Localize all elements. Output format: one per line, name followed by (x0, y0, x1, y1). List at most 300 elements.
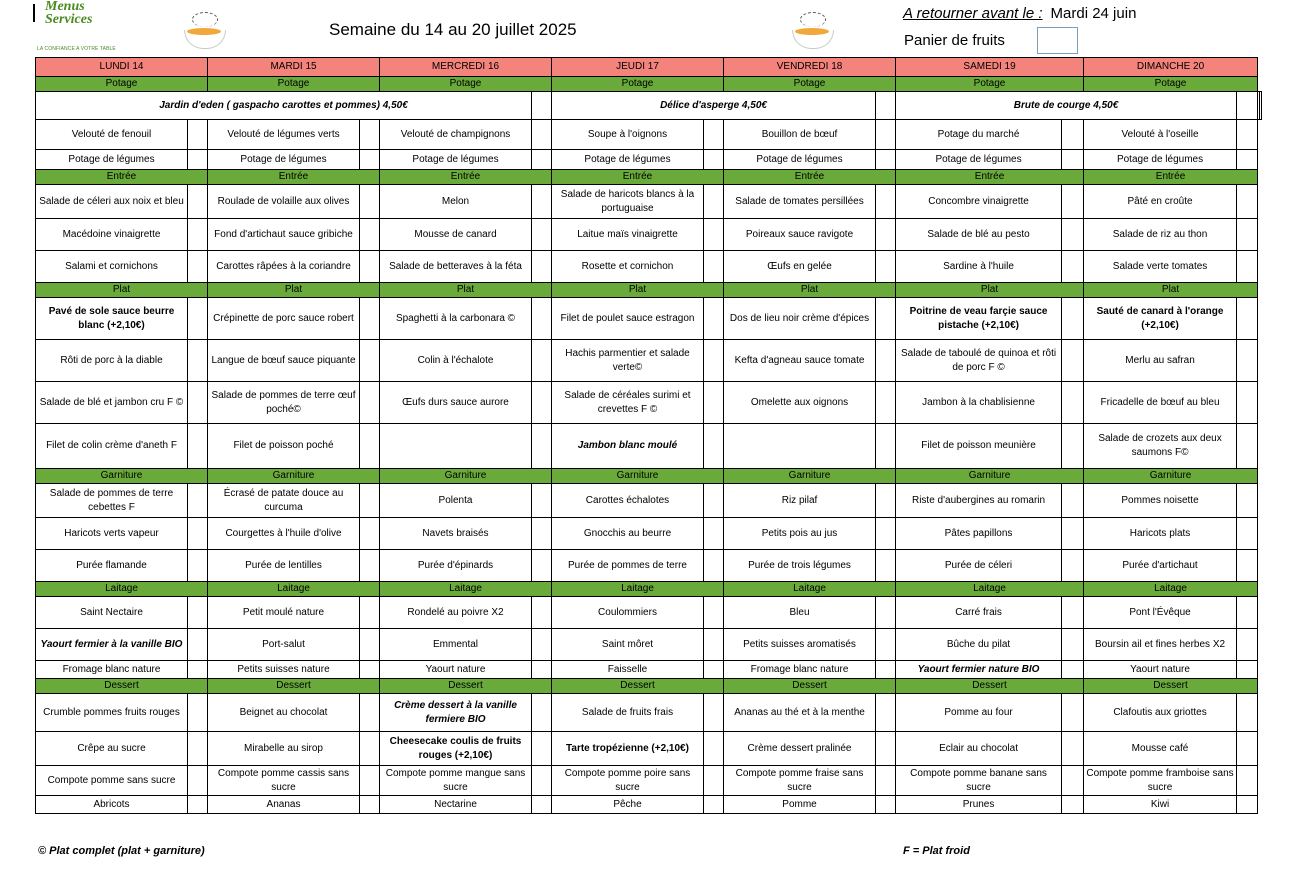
order-quantity-box[interactable] (1062, 732, 1084, 766)
menu-row (36, 661, 1262, 679)
dish-cell: Salade de blé et jambon cru F © (36, 382, 188, 424)
order-quantity-box[interactable] (704, 796, 724, 814)
menu-row (36, 424, 1262, 469)
order-quantity-box[interactable] (188, 518, 208, 550)
order-quantity-box[interactable] (532, 766, 552, 796)
order-quantity-box[interactable] (360, 597, 380, 629)
menu-row (36, 518, 1262, 550)
special-soup-wed-thu: Délice d'asperge 4,50€ (552, 92, 876, 120)
dish-cell: Boursin ail et fines herbes X2 (1084, 629, 1237, 661)
section-label-laitage: Laitage (380, 582, 552, 597)
dish-cell: Purée de pommes de terre (552, 550, 704, 582)
specials-row (36, 92, 1262, 120)
dish-cell: Jambon blanc moulé (552, 424, 704, 469)
order-quantity-box[interactable] (1062, 424, 1084, 469)
dish-cell: Compote pomme mangue sans sucre (380, 766, 532, 796)
order-quantity-box[interactable] (1237, 340, 1258, 382)
dish-cell: Écrasé de patate douce au curcuma (208, 484, 360, 518)
dish-cell: Carré frais (896, 597, 1062, 629)
dish-cell: Beignet au chocolat (208, 694, 360, 732)
section-header-row (36, 170, 1262, 185)
menu-row (36, 732, 1262, 766)
dish-cell: Pêche (552, 796, 704, 814)
dish-cell: Pomme (724, 796, 876, 814)
section-label-entree: Entrée (896, 170, 1084, 185)
logo-line-1: Menus (45, 0, 85, 14)
dish-cell: Emmental (380, 629, 532, 661)
dish-cell: Compote pomme sans sucre (36, 766, 188, 796)
dish-cell: Potage de légumes (36, 150, 188, 170)
dish-cell: Nectarine (380, 796, 532, 814)
order-quantity-box[interactable] (704, 185, 724, 219)
order-quantity-box[interactable] (704, 550, 724, 582)
order-quantity-box[interactable] (1237, 661, 1258, 679)
order-quantity-box[interactable] (876, 298, 896, 340)
section-label-garniture: Garniture (36, 469, 208, 484)
order-quantity-box[interactable] (532, 382, 552, 424)
order-quantity-box[interactable] (1062, 219, 1084, 251)
order-quantity-box[interactable] (188, 796, 208, 814)
dish-cell: Coulommiers (552, 597, 704, 629)
dish-cell: Haricots verts vapeur (36, 518, 188, 550)
order-quantity-box[interactable] (704, 766, 724, 796)
dish-cell: Riste d'aubergines au romarin (896, 484, 1062, 518)
order-quantity-box[interactable] (704, 150, 724, 170)
dish-cell: Purée d'artichaut (1084, 550, 1237, 582)
order-quantity-box[interactable] (1062, 340, 1084, 382)
order-quantity-box[interactable] (876, 382, 896, 424)
order-quantity-box[interactable] (876, 796, 896, 814)
dish-cell: Salade de taboulé de quinoa et rôti de porc F © (896, 340, 1062, 382)
dish-cell: Pâtes papillons (896, 518, 1062, 550)
dish-cell: Pont l'Évêque (1084, 597, 1237, 629)
order-quantity-box[interactable] (876, 484, 896, 518)
section-label-dessert: Dessert (896, 679, 1084, 694)
dish-cell: Petits pois au jus (724, 518, 876, 550)
order-quantity-box[interactable] (532, 796, 552, 814)
order-quantity-box[interactable] (1062, 150, 1084, 170)
dish-cell: Crépinette de porc sauce robert (208, 298, 360, 340)
order-quantity-box[interactable] (188, 382, 208, 424)
order-quantity-box[interactable] (532, 92, 552, 120)
order-quantity-box[interactable] (876, 597, 896, 629)
order-quantity-box[interactable] (1062, 185, 1084, 219)
order-quantity-box[interactable] (704, 518, 724, 550)
section-label-laitage: Laitage (208, 582, 380, 597)
order-quantity-box[interactable] (1062, 251, 1084, 283)
section-label-laitage: Laitage (724, 582, 896, 597)
order-quantity-box[interactable] (532, 518, 552, 550)
order-quantity-box[interactable] (360, 766, 380, 796)
section-label-plat: Plat (208, 283, 380, 298)
dish-cell: Fromage blanc nature (36, 661, 188, 679)
order-quantity-box[interactable] (1237, 185, 1258, 219)
order-quantity-box[interactable] (188, 424, 208, 469)
order-quantity-box[interactable] (360, 298, 380, 340)
order-quantity-box[interactable] (532, 424, 552, 469)
order-quantity-box[interactable] (360, 120, 380, 150)
dish-cell: Pomme au four (896, 694, 1062, 732)
order-quantity-box[interactable] (1237, 597, 1258, 629)
section-label-garniture: Garniture (896, 469, 1084, 484)
dish-cell: Fond d'artichaut sauce gribiche (208, 219, 360, 251)
order-quantity-box[interactable] (1237, 629, 1258, 661)
dish-cell: Fricadelle de bœuf au bleu (1084, 382, 1237, 424)
order-quantity-box[interactable] (876, 219, 896, 251)
order-quantity-box[interactable] (876, 732, 896, 766)
section-label-plat: Plat (552, 283, 724, 298)
order-quantity-box[interactable] (360, 251, 380, 283)
order-quantity-box[interactable] (876, 766, 896, 796)
order-quantity-box[interactable] (532, 694, 552, 732)
menu-row (36, 550, 1262, 582)
order-quantity-box[interactable] (1237, 219, 1258, 251)
dish-cell: Salade de céleri aux noix et bleu (36, 185, 188, 219)
section-label-potage: Potage (724, 77, 896, 92)
dish-cell: Tarte tropézienne (+2,10€) (552, 732, 704, 766)
dish-cell: Kiwi (1084, 796, 1237, 814)
dish-cell: Yaourt nature (1084, 661, 1237, 679)
logo-line-2: Services (45, 12, 93, 27)
order-quantity-box[interactable] (360, 661, 380, 679)
menu-row (36, 120, 1262, 150)
dish-cell: Velouté à l'oseille (1084, 120, 1237, 150)
order-quantity-box[interactable] (704, 120, 724, 150)
dish-cell: Rosette et cornichon (552, 251, 704, 283)
dish-cell: Melon (380, 185, 532, 219)
dish-cell: Crêpe au sucre (36, 732, 188, 766)
dish-cell: Velouté de légumes verts (208, 120, 360, 150)
dish-cell: Mousse de canard (380, 219, 532, 251)
menu-row (36, 484, 1262, 518)
section-label-garniture: Garniture (1084, 469, 1258, 484)
order-quantity-box[interactable] (1062, 766, 1084, 796)
order-quantity-box[interactable] (1237, 796, 1258, 814)
order-quantity-box[interactable] (360, 550, 380, 582)
dish-cell: Langue de bœuf sauce piquante (208, 340, 360, 382)
day-header-row (36, 58, 1262, 77)
section-label-plat: Plat (36, 283, 208, 298)
section-label-dessert: Dessert (724, 679, 896, 694)
dish-cell: Laitue maïs vinaigrette (552, 219, 704, 251)
menu-row (36, 382, 1262, 424)
order-quantity-box[interactable] (532, 120, 552, 150)
dish-cell: Ananas (208, 796, 360, 814)
order-quantity-box[interactable] (876, 251, 896, 283)
order-quantity-box[interactable] (1062, 597, 1084, 629)
order-quantity-box[interactable] (188, 732, 208, 766)
menus-services-logo (37, 0, 116, 55)
dish-cell: Œufs durs sauce aurore (380, 382, 532, 424)
order-quantity-box[interactable] (704, 484, 724, 518)
page-title: Semaine du 14 au 20 juillet 2025 (329, 20, 577, 39)
dish-cell: Carottes râpées à la coriandre (208, 251, 360, 283)
dish-cell (724, 424, 876, 469)
special-soup-fri-sat: Brute de courge 4,50€ (896, 92, 1237, 120)
dish-cell: Dos de lieu noir crème d'épices (724, 298, 876, 340)
order-quantity-box[interactable] (704, 382, 724, 424)
dish-cell: Purée d'épinards (380, 550, 532, 582)
dish-cell: Omelette aux oignons (724, 382, 876, 424)
order-quantity-box[interactable] (1062, 518, 1084, 550)
order-quantity-box[interactable] (1237, 92, 1258, 120)
return-deadline (903, 5, 1136, 22)
order-quantity-box[interactable] (532, 150, 552, 170)
section-label-garniture: Garniture (552, 469, 724, 484)
order-quantity-box[interactable] (1062, 694, 1084, 732)
section-header-row (36, 469, 1262, 484)
order-quantity-box[interactable] (532, 340, 552, 382)
order-quantity-box[interactable] (1237, 298, 1258, 340)
order-quantity-box[interactable] (360, 424, 380, 469)
order-quantity-box[interactable] (1062, 484, 1084, 518)
order-quantity-box[interactable] (188, 150, 208, 170)
menu-row (36, 185, 1262, 219)
section-label-potage: Potage (552, 77, 724, 92)
section-label-dessert: Dessert (36, 679, 208, 694)
dish-cell: Cheesecake coulis de fruits rouges (+2,10€) (380, 732, 532, 766)
order-quantity-box[interactable] (1062, 120, 1084, 150)
dish-cell: Merlu au safran (1084, 340, 1237, 382)
order-quantity-box[interactable] (704, 661, 724, 679)
order-quantity-box[interactable] (1237, 150, 1258, 170)
menu-row (36, 219, 1262, 251)
order-quantity-box[interactable] (1062, 661, 1084, 679)
day-header: DIMANCHE 20 (1084, 58, 1258, 77)
section-label-dessert: Dessert (380, 679, 552, 694)
order-quantity-box[interactable] (188, 766, 208, 796)
dish-cell: Salade de fruits frais (552, 694, 704, 732)
order-quantity-box[interactable] (876, 629, 896, 661)
order-quantity-box[interactable] (188, 185, 208, 219)
order-quantity-box[interactable] (1062, 382, 1084, 424)
order-quantity-box[interactable] (360, 484, 380, 518)
dish-cell: Ananas au thé et à la menthe (724, 694, 876, 732)
day-header: VENDREDI 18 (724, 58, 896, 77)
dish-cell: Faisselle (552, 661, 704, 679)
order-quantity-box[interactable] (188, 251, 208, 283)
order-quantity-box[interactable] (1062, 796, 1084, 814)
order-quantity-box[interactable] (360, 219, 380, 251)
order-quantity-box[interactable] (1237, 120, 1258, 150)
order-quantity-box[interactable] (1237, 550, 1258, 582)
order-quantity-box[interactable] (188, 120, 208, 150)
menu-row (36, 150, 1262, 170)
order-quantity-box[interactable] (188, 219, 208, 251)
dish-cell: Mousse café (1084, 732, 1237, 766)
order-quantity-box[interactable] (704, 424, 724, 469)
order-quantity-box[interactable] (1237, 251, 1258, 283)
dish-cell: Petit moulé nature (208, 597, 360, 629)
order-quantity-box[interactable] (1237, 484, 1258, 518)
order-quantity-box[interactable] (360, 150, 380, 170)
logo-bar (33, 4, 35, 22)
order-quantity-box[interactable] (360, 629, 380, 661)
section-label-garniture: Garniture (380, 469, 552, 484)
return-label: A retourner avant le : (903, 5, 1043, 22)
dish-cell: Salade de betteraves à la féta (380, 251, 532, 283)
dish-cell: Salade verte tomates (1084, 251, 1237, 283)
order-quantity-box[interactable] (876, 550, 896, 582)
dish-cell: Kefta d'agneau sauce tomate (724, 340, 876, 382)
order-quantity-box[interactable] (876, 694, 896, 732)
order-quantity-box[interactable] (1237, 766, 1258, 796)
section-label-garniture: Garniture (208, 469, 380, 484)
section-label-entree: Entrée (208, 170, 380, 185)
order-quantity-box[interactable] (1237, 382, 1258, 424)
dish-cell: Colin à l'échalote (380, 340, 532, 382)
order-quantity-box[interactable] (360, 518, 380, 550)
order-quantity-box[interactable] (188, 694, 208, 732)
dish-cell: Potage de légumes (1084, 150, 1237, 170)
order-quantity-box[interactable] (188, 597, 208, 629)
day-header: LUNDI 14 (36, 58, 208, 77)
order-quantity-box[interactable] (532, 661, 552, 679)
dish-cell: Poitrine de veau farçie sauce pistache (+2,10€) (896, 298, 1062, 340)
dish-cell: Salade de haricots blancs à la portuguaise (552, 185, 704, 219)
dish-cell: Courgettes à l'huile d'olive (208, 518, 360, 550)
order-quantity-box[interactable] (360, 796, 380, 814)
dish-cell: Rôti de porc à la diable (36, 340, 188, 382)
section-label-plat: Plat (1084, 283, 1258, 298)
dish-cell: Polenta (380, 484, 532, 518)
fruit-basket-label: Panier de fruits (904, 32, 1005, 49)
logo-text (45, 0, 92, 26)
order-quantity-box[interactable] (1237, 518, 1258, 550)
dish-cell: Mirabelle au sirop (208, 732, 360, 766)
order-quantity-box[interactable] (1062, 298, 1084, 340)
menu-row (36, 340, 1262, 382)
section-label-potage: Potage (36, 77, 208, 92)
dish-cell: Œufs en gelée (724, 251, 876, 283)
dish-cell: Pommes noisette (1084, 484, 1237, 518)
order-quantity-box[interactable] (876, 120, 896, 150)
dish-cell: Salade de riz au thon (1084, 219, 1237, 251)
menu-row (36, 597, 1262, 629)
order-quantity-box[interactable] (876, 661, 896, 679)
order-quantity-box[interactable] (704, 251, 724, 283)
order-quantity-box[interactable] (1062, 550, 1084, 582)
order-quantity-box[interactable] (188, 629, 208, 661)
order-quantity-box[interactable] (704, 732, 724, 766)
order-quantity-box[interactable] (532, 732, 552, 766)
dish-cell: Compote pomme poire sans sucre (552, 766, 704, 796)
order-quantity-box[interactable] (1260, 92, 1262, 120)
fruit-basket-quantity-input[interactable] (1037, 27, 1078, 54)
dish-cell: Petits suisses aromatisés (724, 629, 876, 661)
dish-cell: Compote pomme cassis sans sucre (208, 766, 360, 796)
order-quantity-box[interactable] (188, 661, 208, 679)
order-quantity-box[interactable] (188, 298, 208, 340)
section-label-plat: Plat (896, 283, 1084, 298)
dish-cell: Yaourt fermier à la vanille BIO (36, 629, 188, 661)
dish-cell: Purée flamande (36, 550, 188, 582)
order-quantity-box[interactable] (188, 484, 208, 518)
dish-cell: Navets braisés (380, 518, 532, 550)
menu-row (36, 629, 1262, 661)
order-quantity-box[interactable] (360, 694, 380, 732)
dish-cell: Poireaux sauce ravigote (724, 219, 876, 251)
dish-cell: Hachis parmentier et salade verte© (552, 340, 704, 382)
day-header: MARDI 15 (208, 58, 380, 77)
dish-cell: Crème dessert pralinée (724, 732, 876, 766)
order-quantity-box[interactable] (1237, 732, 1258, 766)
order-quantity-box[interactable] (876, 185, 896, 219)
order-quantity-box[interactable] (704, 340, 724, 382)
menu-row (36, 694, 1262, 732)
dish-cell: Velouté de champignons (380, 120, 532, 150)
order-quantity-box[interactable] (876, 92, 896, 120)
dish-cell: Salade de tomates persillées (724, 185, 876, 219)
order-quantity-box[interactable] (360, 382, 380, 424)
order-quantity-box[interactable] (704, 629, 724, 661)
day-header: JEUDI 17 (552, 58, 724, 77)
dish-cell: Salade de pommes de terre œuf poché© (208, 382, 360, 424)
dish-cell: Purée de céleri (896, 550, 1062, 582)
order-quantity-box[interactable] (360, 340, 380, 382)
order-quantity-box[interactable] (360, 732, 380, 766)
order-quantity-box[interactable] (704, 219, 724, 251)
order-quantity-box[interactable] (532, 484, 552, 518)
order-quantity-box[interactable] (1062, 629, 1084, 661)
order-quantity-box[interactable] (188, 550, 208, 582)
order-quantity-box[interactable] (532, 597, 552, 629)
dish-cell: Jambon à la chablisienne (896, 382, 1062, 424)
order-quantity-box[interactable] (1237, 424, 1258, 469)
dish-cell: Filet de poisson poché (208, 424, 360, 469)
section-header-row (36, 77, 1262, 92)
order-quantity-box[interactable] (704, 597, 724, 629)
section-header-row (36, 582, 1262, 597)
order-quantity-box[interactable] (532, 629, 552, 661)
dish-cell: Bûche du pilat (896, 629, 1062, 661)
menu-row (36, 766, 1262, 796)
dish-cell: Purée de lentilles (208, 550, 360, 582)
dish-cell: Macédoine vinaigrette (36, 219, 188, 251)
section-label-entree: Entrée (552, 170, 724, 185)
section-label-laitage: Laitage (896, 582, 1084, 597)
dish-cell: Sardine à l'huile (896, 251, 1062, 283)
order-quantity-box[interactable] (876, 518, 896, 550)
section-label-laitage: Laitage (1084, 582, 1258, 597)
order-quantity-box[interactable] (360, 185, 380, 219)
dish-cell: Salade de crozets aux deux saumons F© (1084, 424, 1237, 469)
dish-cell: Saint môret (552, 629, 704, 661)
day-header: SAMEDI 19 (896, 58, 1084, 77)
order-quantity-box[interactable] (532, 219, 552, 251)
dish-cell: Fromage blanc nature (724, 661, 876, 679)
order-quantity-box[interactable] (704, 694, 724, 732)
order-quantity-box[interactable] (876, 424, 896, 469)
order-quantity-box[interactable] (532, 298, 552, 340)
order-quantity-box[interactable] (532, 550, 552, 582)
order-quantity-box[interactable] (876, 340, 896, 382)
order-quantity-box[interactable] (876, 150, 896, 170)
section-label-plat: Plat (724, 283, 896, 298)
order-quantity-box[interactable] (1237, 694, 1258, 732)
dish-cell: Salami et cornichons (36, 251, 188, 283)
order-quantity-box[interactable] (532, 185, 552, 219)
return-date: Mardi 24 juin (1050, 5, 1137, 22)
order-quantity-box[interactable] (704, 298, 724, 340)
dish-cell: Clafoutis aux griottes (1084, 694, 1237, 732)
dish-cell: Salade de pommes de terre cebettes F (36, 484, 188, 518)
dish-cell: Yaourt nature (380, 661, 532, 679)
dish-cell: Rondelé au poivre X2 (380, 597, 532, 629)
order-quantity-box[interactable] (532, 251, 552, 283)
order-quantity-box[interactable] (188, 340, 208, 382)
dish-cell: Riz pilaf (724, 484, 876, 518)
